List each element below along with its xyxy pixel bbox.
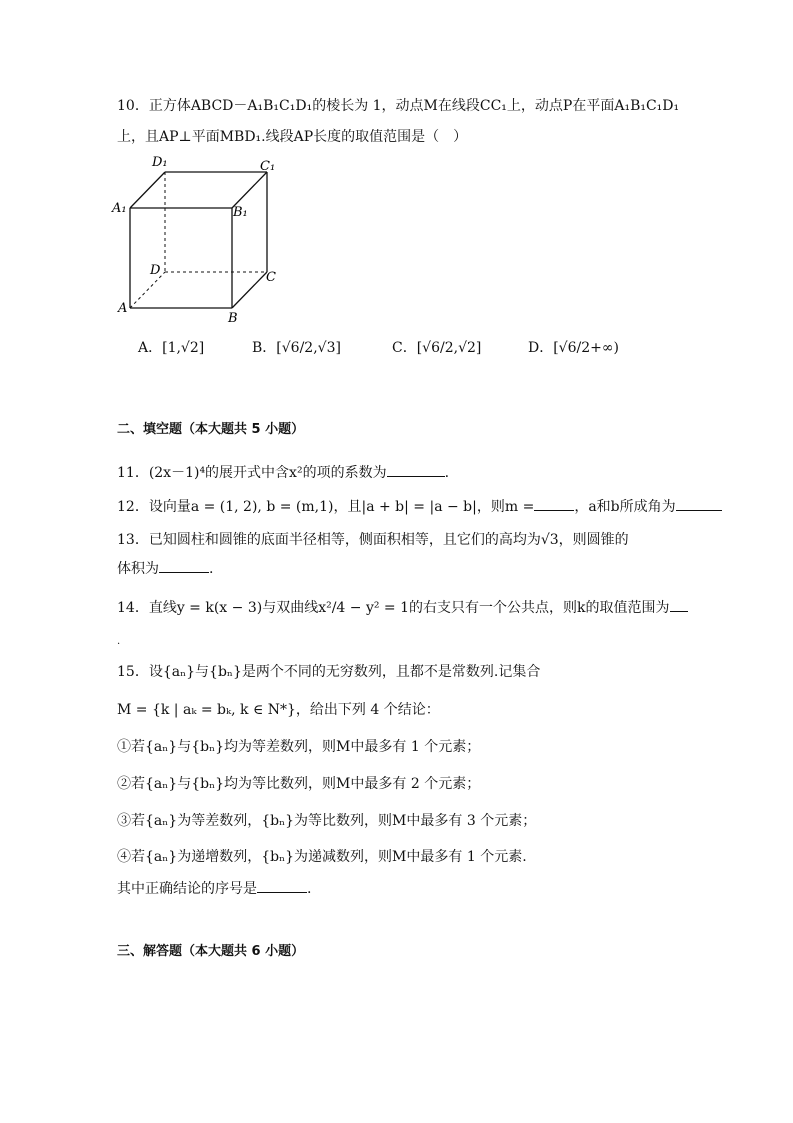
q11: [117, 462, 449, 483]
label-C: C: [266, 270, 276, 285]
q11-blank: [387, 462, 445, 477]
q11-text: 11．(2x－1)⁴的展开式中含x²的项的系数为: [117, 465, 387, 481]
q14-cont: .: [117, 636, 121, 647]
q12: [117, 496, 722, 517]
q15-item-3: ③若{aₙ}为等差数列，{bₙ}为等比数列，则M中最多有 3 个元素；: [117, 813, 537, 829]
section2-title: 二、填空题（本大题共 5 小题）: [117, 422, 305, 437]
q10-option-b: B．[√6/2,√3]: [252, 340, 341, 356]
label-B: B: [228, 311, 238, 325]
q13-text: 体积为: [117, 561, 159, 577]
q10-option-c: C．[√6/2,√2]: [392, 340, 482, 356]
label-A1: A₁: [112, 201, 127, 216]
label-A: A: [118, 301, 128, 316]
q10-option-d: D．[√6/2+∞): [528, 340, 619, 356]
q13-end: .: [209, 561, 214, 577]
q11-end: .: [444, 465, 450, 481]
q14-text: 14．直线y = k(x − 3)与双曲线x²/4 − y² = 1的右支只有一个公共点，则k的取值范围为: [117, 600, 670, 616]
q15-blank: [257, 878, 307, 893]
label-B1: B₁: [233, 205, 248, 220]
label-D: D: [150, 263, 161, 278]
q15-last: [117, 878, 311, 899]
label-C1: C₁: [260, 159, 276, 174]
q12-blank-2: [676, 496, 722, 511]
q12-blank-1: [534, 496, 574, 511]
q15-item-1: ①若{aₙ}与{bₙ}均为等差数列，则M中最多有 1 个元素；: [117, 739, 481, 755]
q15-end: .: [307, 881, 312, 897]
q13-line2: [117, 558, 213, 579]
q14-blank: [670, 597, 688, 612]
q12-text-a: 12．设向量a = (1, 2), b = (m,1)，且|a + b| = |a − b|，则m =: [117, 499, 535, 515]
q10-option-a: A．[1,√2]: [138, 340, 205, 356]
section3-title: 三、解答题（本大题共 6 小题）: [117, 944, 305, 959]
q14: [117, 597, 688, 618]
q15-line2: M = {k | aₖ = bₖ, k ∈ N*}，给出下列 4 个结论：: [117, 702, 440, 718]
q15-last-text: 其中正确结论的序号是: [117, 881, 257, 897]
q13-blank: [159, 558, 209, 573]
q15-item-4: ④若{aₙ}为递增数列，{bₙ}为递减数列，则M中最多有 1 个元素.: [117, 849, 527, 865]
q10-line1: 10．正方体ABCD－A₁B₁C₁D₁的棱长为 1，动点M在线段CC₁上，动点P在平面A₁B₁C₁D₁: [117, 98, 680, 114]
label-D1: D₁: [152, 155, 168, 170]
q12-text-b: ，a和b所成角为: [574, 499, 676, 515]
q15-item-2: ②若{aₙ}与{bₙ}均为等比数列，则M中最多有 2 个元素；: [117, 776, 481, 792]
q13-line1: 13．已知圆柱和圆锥的底面半径相等，侧面积相等，且它们的高均为√3，则圆锥的: [117, 532, 629, 548]
cube-figure: [110, 150, 290, 325]
q10-line2: 上，且AP⊥平面MBD₁.线段AP长度的取值范围是（ ）: [117, 129, 468, 145]
q15-line1: 15．设{aₙ}与{bₙ}是两个不同的无穷数列，且都不是常数列.记集合: [117, 664, 541, 680]
